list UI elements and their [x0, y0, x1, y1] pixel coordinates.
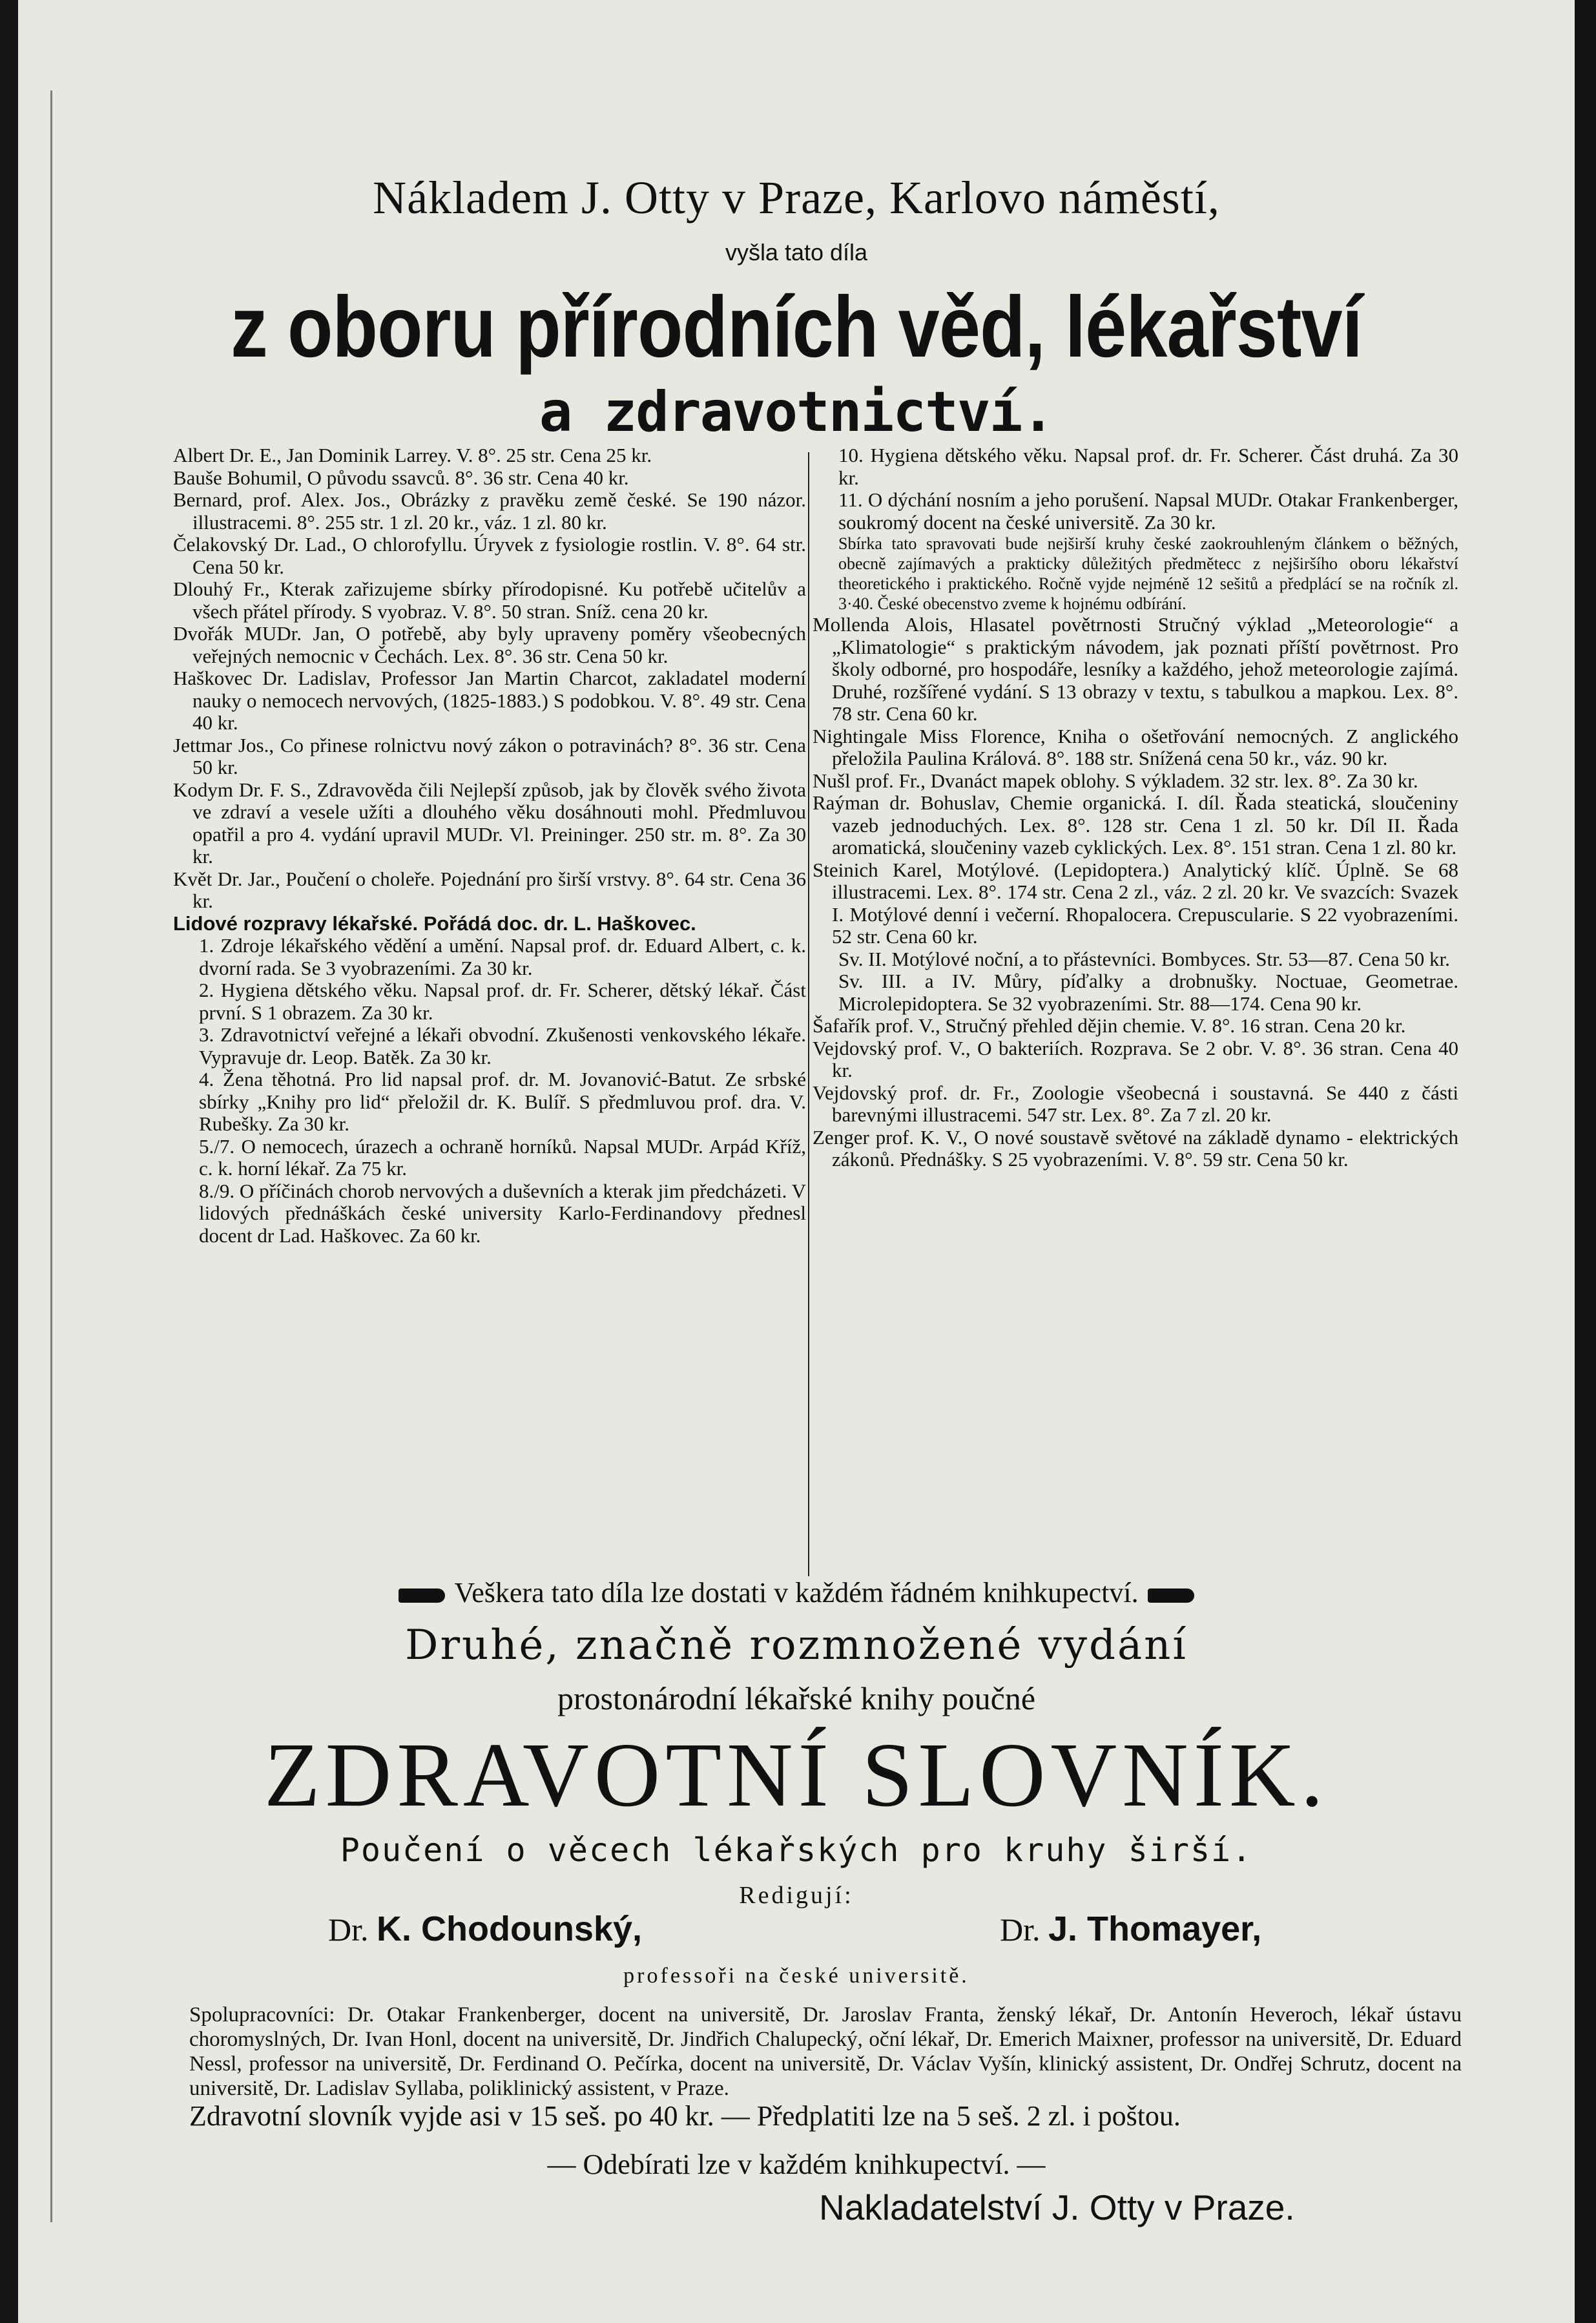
list-item: Sv. III. a IV. Můry, píďalky a drobnušky. Noctuae, Geometrae. Microlepidoptera. Se 32 vyobrazeními. Str. 88—174. Cena 90 kr. [838, 970, 1458, 1015]
list-item: 10. Hygiena dětského věku. Napsal prof. dr. Fr. Scherer. Část druhá. Za 30 kr. [838, 444, 1458, 489]
column-divider [808, 452, 809, 1576]
page-sheet [18, 0, 1575, 2323]
list-item: 8./9. O příčinách chorob nervových a duševních a kterak jim předcházeti. V lidových přednáškách české university Karlo-Ferdinandovy přednesl docent dr Lad. Haškovec. Za 60 kr. [199, 1179, 806, 1247]
list-item: Květ Dr. Jar., Poučení o choleře. Pojednání pro širší vrstvy. 8°. 64 str. Cena 36 kr. [173, 867, 806, 912]
editor-2-name: J. Thomayer, [1048, 1910, 1262, 1948]
list-item: Steinich Karel, Motýlové. (Lepidoptera.) Analytický klíč. Úplně. Se 68 illustracemi. Lex. 8°. 174 str. Cena 2 zl., váz. 2 zl. 20 kr. Ve svazcích: Svazek I. Motýlové denní i večerní. Rhopalocera. Crepuscularie. S 22 vyobrazeními. 52 str. Cena 60 kr. [813, 858, 1458, 948]
series-note: Sbírka tato spravovati bude nejširší kruhy české zaokrouhleným článkem o běžných, obecně zajímavých a prakticky důležitých předmětecc z nejširšího oboru lékařství theoretického i praktického. Ročně vyjde nejméně 12 sešitů a předplácí se na ročník zl. 3·40. České obecenstvo zveme k hojnému odbírání. [838, 534, 1458, 613]
list-item: Bauše Bohumil, O původu ssavců. 8°. 36 str. Cena 40 kr. [173, 466, 629, 489]
list-item: Vejdovský prof. V., O bakteriích. Rozprava. Se 2 obr. V. 8°. 36 stran. Cena 40 kr. [813, 1036, 1458, 1081]
list-item: Nušl prof. Fr., Dvanáct mapek oblohy. S výkladem. 32 str. lex. 8°. Za 30 kr. [813, 769, 1418, 792]
pointing-hand-icon [399, 1589, 445, 1603]
series-heading: Lidové rozpravy lékařské. Pořádá doc. dr. L. Haškovec. [173, 911, 696, 935]
list-item: 2. Hygiena dětského věku. Napsal prof. dr. Fr. Scherer, dětský lékař. Část první. S 1 obrazem. Za 30 kr. [199, 979, 806, 1024]
page-subtitle: a zdravotnictví. [539, 380, 1054, 444]
list-item: 4. Žena těhotná. Pro lid napsal prof. dr. M. Jovanović-Batut. Ze srbské sbírky „Knihy pro lid“ přeložil dr. K. Bulíř. S předmluvou prof. dra. V. Rubešky. Za 30 kr. [199, 1068, 806, 1135]
list-item: Dlouhý Fr., Kterak zařizujeme sbírky přírodopisné. Ku potřebě učitelův a všech přátel přírody. S vyobraz. V. 8°. 50 stran. Sníž. cena 20 kr. [173, 578, 806, 623]
publisher-name: Nakladatelství J. Otty v Praze. [819, 2187, 1295, 2227]
pointing-hand-icon [1148, 1589, 1194, 1603]
order-info: — Odebírati lze v každém knihkupectví. — [547, 2149, 1046, 2180]
page-edge-right [1575, 0, 1596, 2323]
list-item: Sv. II. Motýlové noční, a to přástevníci. Bombyces. Str. 53—87. Cena 50 kr. [838, 947, 1450, 970]
ad-title: ZDRAVOTNÍ SLOVNÍK. [264, 1724, 1329, 1826]
editor-2-prefix: Dr. [1000, 1912, 1041, 1948]
list-item: 3. Zdravotnictví veřejné a lékaři obvodní. Zkušenosti venkovského lékaře. Vypravuje dr. Leop. Batěk. Za 30 kr. [199, 1023, 806, 1068]
list-item: Haškovec Dr. Ladislav, Professor Jan Martin Charcot, zakladatel moderní nauky o nemocech nervových, (1825-1883.) S podobkou. V. 8°. 49 str. Cena 40 kr. [173, 667, 806, 734]
list-item: 1. Zdroje lékařského vědění a umění. Napsal prof. dr. Eduard Albert, c. k. dvorní rada. Se 3 vyobrazeními. Za 30 kr. [199, 934, 806, 979]
list-item: Mollenda Alois, Hlasatel povětrnosti Stručný výklad „Meteorologie“ a „Klimatologie“ s praktickým návodem, jak poznati příští povětrnost. Pro školy odborné, pro hospodáře, lesníky a každého, jehož meteorologie zajímá. Druhé, rozšířené vydání. S 13 obrazy v textu, s tabulkou a mapkou. Lex. 8°. 78 str. Cena 60 kr. [813, 613, 1458, 725]
availability-notice [18, 1576, 1575, 1609]
subscription-info: Zdravotní slovník vyjde asi v 15 seš. po 40 kr. — Předplatiti lze na 5 seš. 2 zl. i poštou. [189, 2100, 1181, 2132]
list-item: Bernard, prof. Alex. Jos., Obrázky z pravěku země české. Se 190 názor. illustracemi. 8°. 255 str. 1 zl. 20 kr., váz. 1 zl. 80 kr. [173, 488, 806, 534]
list-item: Zenger prof. K. V., O nové soustavě světové na základě dynamo - elektrických zákonů. Přednášky. S 25 vyobrazeními. V. 8°. 59 str. Cena 50 kr. [813, 1125, 1458, 1171]
ad-kind: prostonárodní lékařské knihy poučné [557, 1680, 1036, 1716]
editor-1-name: K. Chodounský, [377, 1910, 643, 1948]
list-item: Albert Dr. E., Jan Dominik Larrey. V. 8°. 25 str. Cena 25 kr. [173, 444, 652, 466]
page-title: z oboru přírodních věd, lékařství [231, 279, 1362, 375]
editors-role: professoři na české universitě. [623, 1964, 969, 1988]
ad-subtitle: Poučení o věcech lékařských pro kruhy širší. [340, 1831, 1253, 1869]
list-item: Vejdovský prof. dr. Fr., Zoologie všeobecná i soustavná. Se 440 z části barevnými illustracemi. 547 str. Lex. 8°. Za 7 zl. 20 kr. [813, 1081, 1458, 1126]
list-item: Jettmar Jos., Co přinese rolnictvu nový zákon o potravinách? 8°. 36 str. Cena 50 kr. [173, 733, 806, 778]
left-column [173, 444, 806, 1247]
list-item: 5./7. O nemocech, úrazech a ochraně horníků. Napsal MUDr. Arpád Kříž, c. k. horní lékař. Za 75 kr. [199, 1134, 806, 1180]
publisher-line: Nákladem J. Otty v Praze, Karlovo náměstí, [373, 172, 1220, 224]
editor-1 [328, 1909, 642, 1949]
editors-label: Redigují: [739, 1882, 854, 1909]
list-item: 11. O dýchání nosním a jeho porušení. Napsal MUDr. Otakar Frankenberger, soukromý docent na české universitě. Za 30 kr. [838, 488, 1458, 534]
list-item: Dvořák MUDr. Jan, O potřebě, aby byly upraveny poměry všeobecných veřejných nemocnic v Čechách. Lex. 8°. 36 str. Cena 50 kr. [173, 622, 806, 667]
right-column [813, 444, 1458, 1171]
editor-1-prefix: Dr. [328, 1912, 369, 1948]
list-item: Šafařík prof. V., Stručný přehled dějin chemie. V. 8°. 16 stran. Cena 20 kr. [813, 1014, 1406, 1037]
published-line: vyšla tato díla [725, 239, 868, 266]
collaborators: Spolupracovníci: Dr. Otakar Frankenberger, docent na universitě, Dr. Jaroslav Franta, ženský lékař, Dr. Antonín Heveroch, lékař ústavu choromyslných, Dr. Ivan Honl, docent na universitě, Dr. Jindřich Chalupecký, oční lékař, Dr. Emerich Maixner, professor na universitě, Dr. Eduard Nessl, professor na universitě, Dr. Ferdinand O. Pečírka, docent na universitě, Dr. Václav Vyšín, klinický assistent, Dr. Ondřej Schrutz, docent na universitě, Dr. Ladislav Syllaba, poliklinický assistent, v Praze. [189, 2003, 1462, 2100]
list-item: Kodym Dr. F. S., Zdravověda čili Nejlepší způsob, jak by člověk svého života ve zdraví a vesele užíti a dlouhého věku dosáhnouti mohl. Předmluvou opatřil a pro 4. vydání upravil MUDr. Vl. Preininger. 250 str. m. 8°. Za 30 kr. [173, 778, 806, 868]
list-item: Čelakovský Dr. Lad., O chlorofyllu. Úryvek z fysiologie rostlin. V. 8°. 64 str. Cena 50 kr. [173, 533, 806, 578]
ad-edition: Druhé, značně rozmnožené vydání [405, 1621, 1188, 1669]
notice-text: Veškera tato díla lze dostati v každém řádném knihkupectví. [454, 1577, 1139, 1609]
list-item: Raýman dr. Bohuslav, Chemie organická. I. díl. Řada steatická, sloučeniny vazeb jednoduchých. Lex. 8°. 128 str. Cena 1 zl. 50 kr. Díl II. Řada aromatická, sloučeniny vazeb cyklických. Lex. 8°. 151 stran. Cena 1 zl. 80 kr. [813, 791, 1458, 859]
page-edge-left [0, 0, 18, 2323]
editor-2 [1000, 1909, 1261, 1949]
list-item: Nightingale Miss Florence, Kniha o ošetřování nemocných. Z anglického přeložila Paulina Králová. 8°. 188 str. Snížená cena 50 kr., váz. 90 kr. [813, 724, 1458, 769]
